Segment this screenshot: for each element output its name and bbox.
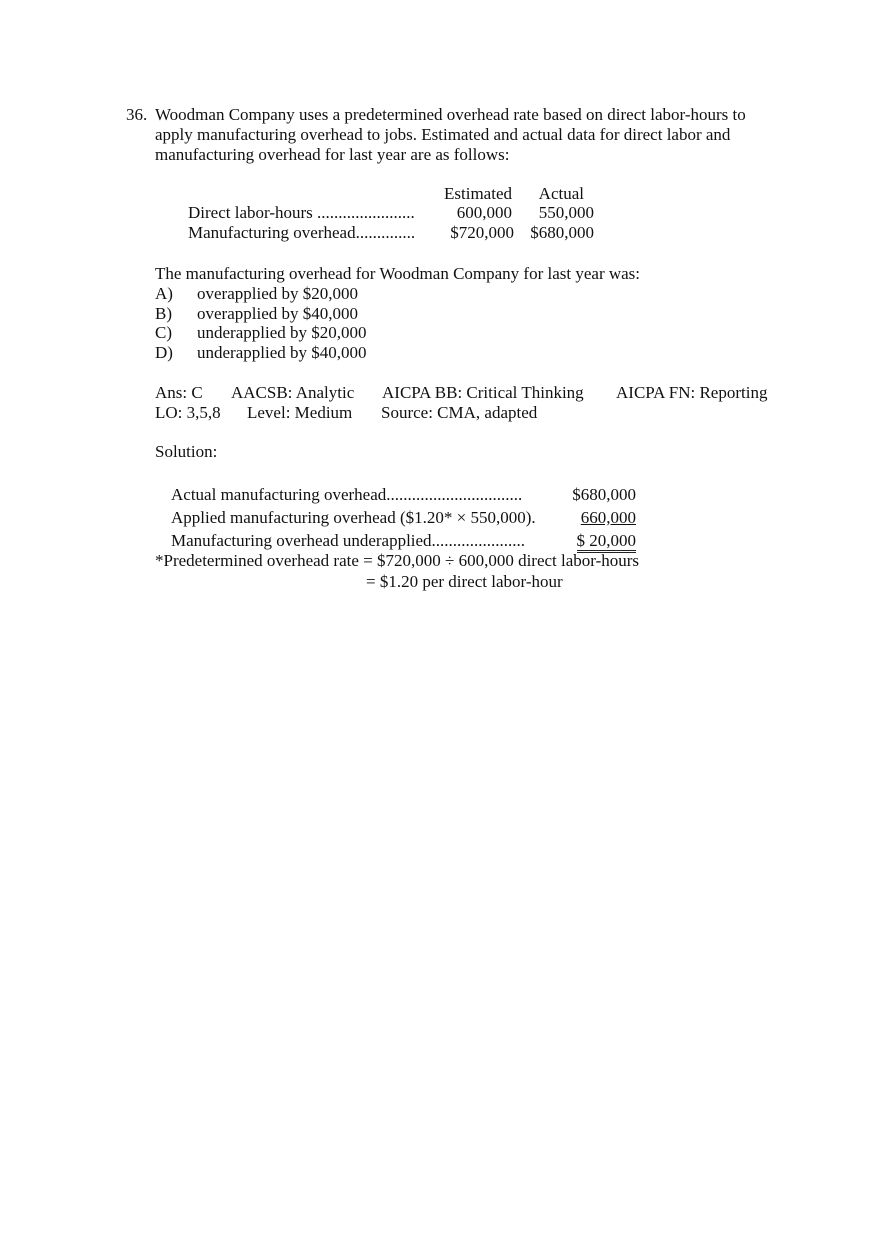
solution-row-value: 660,000 bbox=[580, 508, 636, 527]
option-letter: D) bbox=[155, 343, 173, 362]
question-number: 36. bbox=[126, 105, 148, 124]
table-cell-actual: $680,000 bbox=[530, 223, 594, 242]
table-header-actual: Actual bbox=[538, 184, 584, 203]
solution-row-value: $ 20,000 bbox=[577, 531, 637, 553]
table-row-label: Direct labor-hours ....................... bbox=[188, 203, 415, 222]
aacsb-label: AACSB: Analytic bbox=[231, 383, 355, 402]
aicpa-bb-label: AICPA BB: Critical Thinking bbox=[382, 383, 584, 402]
table-cell-estimated: 600,000 bbox=[456, 203, 512, 222]
solution-row-label: Manufacturing overhead underapplied...................... bbox=[171, 531, 526, 550]
option-letter: A) bbox=[155, 284, 173, 303]
question-text-line-3: manufacturing overhead for last year are as follows: bbox=[155, 145, 510, 164]
table-row-label: Manufacturing overhead.............. bbox=[188, 223, 416, 242]
level-label: Level: Medium bbox=[247, 403, 353, 422]
question-text-line-2: apply manufacturing overhead to jobs. Estimated and actual data for direct labor and bbox=[155, 125, 731, 144]
question-prompt: The manufacturing overhead for Woodman Company for last year was: bbox=[155, 264, 641, 283]
footnote-line-1: *Predetermined overhead rate = $720,000 ÷ 600,000 direct labor-hours bbox=[155, 551, 640, 570]
footnote-line-2: = $1.20 per direct labor-hour bbox=[366, 572, 563, 591]
solution-row-label: Actual manufacturing overhead................................ bbox=[171, 485, 523, 504]
question-text-line-1: Woodman Company uses a predetermined overhead rate based on direct labor-hours to bbox=[155, 105, 746, 124]
solution-heading: Solution: bbox=[155, 442, 218, 461]
table-cell-actual: 550,000 bbox=[538, 203, 594, 222]
option-text: overapplied by $40,000 bbox=[197, 304, 358, 323]
solution-row-value: $680,000 bbox=[572, 485, 636, 504]
option-text: overapplied by $20,000 bbox=[197, 284, 358, 303]
answer-label: Ans: C bbox=[155, 383, 203, 402]
lo-label: LO: 3,5,8 bbox=[155, 403, 221, 422]
option-letter: B) bbox=[155, 304, 172, 323]
table-header-estimated: Estimated bbox=[444, 184, 512, 203]
aicpa-fn-label: AICPA FN: Reporting bbox=[616, 383, 768, 402]
option-letter: C) bbox=[155, 323, 172, 342]
solution-row-label: Applied manufacturing overhead ($1.20* × 550,000). bbox=[171, 508, 536, 527]
source-label: Source: CMA, adapted bbox=[381, 403, 538, 422]
option-text: underapplied by $40,000 bbox=[197, 343, 367, 362]
table-cell-estimated: $720,000 bbox=[450, 223, 514, 242]
option-text: underapplied by $20,000 bbox=[197, 323, 367, 342]
